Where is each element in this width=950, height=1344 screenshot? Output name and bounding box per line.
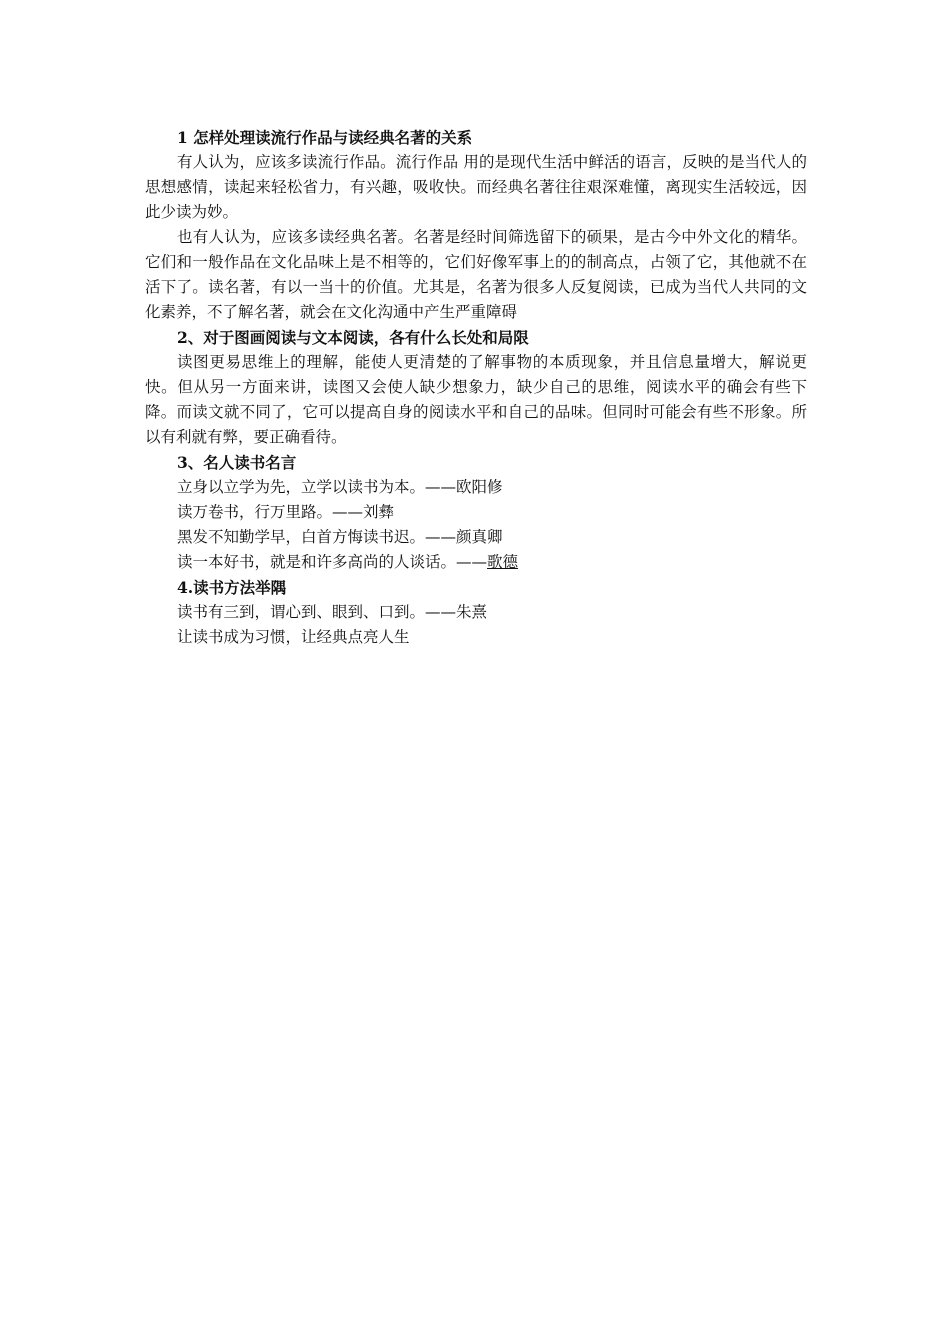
heading-popular-vs-classic: 1 怎样处理读流行作品与读经典名著的关系	[177, 128, 473, 147]
heading-famous-quotes: 3、名人读书名言	[177, 453, 297, 472]
quote-liu-yi: 读万卷书，行万里路。——刘彝	[177, 503, 395, 521]
paragraph-popular-works: 有人认为，应该多读流行作品。流行作品 用的是现代生活中鲜活的语言，反映的是当代人的思想感情，读起来轻松省力，有兴趣，吸收快。而经典名著往往艰深难懂，离现实生活较远，因此少读为妙。	[145, 153, 807, 221]
quote-goethe	[145, 550, 807, 575]
heading-image-vs-text: 2、对于图画阅读与文本阅读，各有什么长处和局限	[177, 328, 529, 347]
quote-yan-zhenqing: 黑发不知勤学早，白首方悔读书迟。——颜真卿	[177, 528, 503, 546]
closing-line: 让读书成为习惯，让经典点亮人生	[177, 628, 410, 646]
goethe-link[interactable]: 歌德	[487, 553, 519, 571]
document-body	[145, 125, 807, 650]
quote-goethe-text: 读一本好书，就是和许多高尚的人谈话。——	[177, 553, 488, 571]
paragraph-classic-works: 也有人认为，应该多读经典名著。名著是经时间筛选留下的硕果，是古今中外文化的精华。它们和一般作品在文化品味上是不相等的，它们好像军事上的的制高点，占领了它，其他就不在活下了。读名著，有以一当十的价值。尤其是，名著为很多人反复阅读，已成为当代人共同的文化素养，不了解名著，就会在文化沟通中产生严重障碍	[145, 228, 807, 321]
quote-ouyang-xiu: 立身以立学为先，立学以读书为本。——欧阳修	[177, 478, 503, 496]
heading-reading-methods: 4.读书方法举隅	[177, 578, 287, 597]
quote-zhu-xi: 读书有三到，谓心到、眼到、口到。——朱熹	[177, 603, 488, 621]
paragraph-image-vs-text: 读图更易思维上的理解，能使人更清楚的了解事物的本质现象，并且信息量增大，解说更快。但从另一方面来讲，读图又会使人缺少想象力，缺少自己的思维，阅读水平的确会有些下降。而读文就不同了，它可以提高自身的阅读水平和自己的品味。但同时可能会有些不形象。所以有利就有弊，要正确看待。	[145, 353, 807, 446]
